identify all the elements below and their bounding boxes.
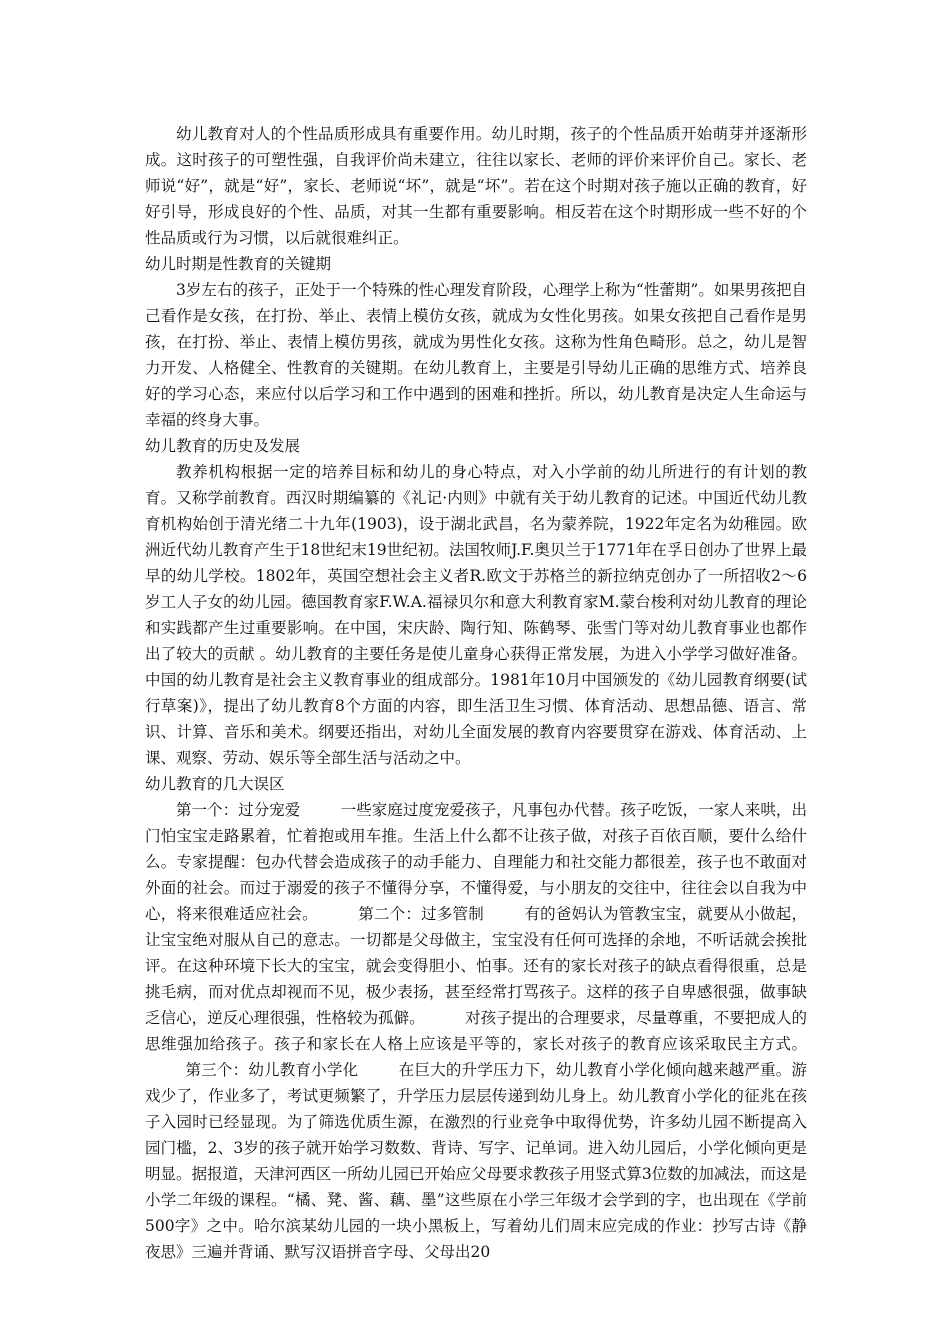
myth-2-title: 第二个：过多管制 [358, 905, 484, 923]
myth-1-title: 第一个：过分宠爱 [176, 801, 301, 819]
misconceptions-paragraph [145, 797, 807, 1265]
sex-education-paragraph: 3岁左右的孩子，正处于一个特殊的性心理发育阶段，心理学上称为“性蕾期”。如果男孩把自己看作是女孩，在打扮、举止、表情上模仿女孩，就成为女性化男孩。如果女孩把自己看作是男孩，在打扮、举止、表情上模仿男孩，就成为男性化女孩。这称为性角色畸形。总之，幼儿是智力开发、人格健全、性教育的关键期。在幼儿教育上，主要是引导幼儿正确的思维方式、培养良好的学习心态，来应付以后学习和工作中遇到的困难和挫折。所以，幼儿教育是决定人生命运与幸福的终身大事。 [145, 281, 807, 429]
document-page [145, 121, 807, 1265]
section-heading-history: 幼儿教育的历史及发展 [145, 437, 301, 455]
myth-3-title: 第三个：幼儿教育小学化 [185, 1061, 359, 1079]
section-heading-sex-education: 幼儿时期是性教育的关键期 [145, 255, 332, 273]
intro-paragraph: 幼儿教育对人的个性品质形成具有重要作用。幼儿时期，孩子的个性品质开始萌芽并逐渐形成。这时孩子的可塑性强，自我评价尚未建立，往往以家长、老师的评价来评价自己。家长、老师说“好”，就是“好”，家长、老师说“坏”，就是“坏”。若在这个时期对孩子施以正确的教育，好好引导，形成良好的个性、品质，对其一生都有重要影响。相反若在这个时期形成一些不好的个性品质或行为习惯，以后就很难纠正。 [145, 125, 807, 247]
history-paragraph: 教养机构根据一定的培养目标和幼儿的身心特点，对入小学前的幼儿所进行的有计划的教育。又称学前教育。西汉时期编纂的《礼记·内则》中就有关于幼儿教育的记述。中国近代幼儿教育机构始创于清光绪二十九年(1903)，设于湖北武昌，名为蒙养院，1922年定名为幼稚园。欧洲近代幼儿教育产生于18世纪末19世纪初。法国牧师J.F.奥贝兰于1771年在孚日创办了世界上最早的幼儿学校。1802年，英国空想社会主义者R.欧文于苏格兰的新拉纳克创办了一所招收2～6岁工人子女的幼儿园。德国教育家F.W.A.福禄贝尔和意大利教育家M.蒙台梭利对幼儿教育的理论和实践都产生过重要影响。在中国，宋庆龄、陶行知、陈鹤琴、张雪门等对幼儿教育事业也都作出了较大的贡献 。幼儿教育的主要任务是使儿童身心获得正常发展，为进入小学学习做好准备。中国的幼儿教育是社会主义教育事业的组成部分。1981年10月中国颁发的《幼儿园教育纲要(试行草案)》，提出了幼儿教育8个方面的内容，即生活卫生习惯、体育活动、思想品德、语言、常识、计算、音乐和美术。纲要还指出，对幼儿全面发展的教育内容要贯穿在游戏、体育活动、上课、观察、劳动、娱乐等全部生活与活动之中。 [145, 463, 807, 767]
section-heading-misconceptions: 幼儿教育的几大误区 [145, 775, 285, 793]
myth-3-body: 在巨大的升学压力下，幼儿教育小学化倾向越来越严重。游戏少了，作业多了，考试更频繁了，升学压力层层传递到幼儿身上。幼儿教育小学化的征兆在孩子入园时已经显现。为了筛选优质生源，在激烈的行业竞争中取得优势，许多幼儿园不断提高入园门槛，2、3岁的孩子就开始学习数数、背诗、写字、记单词。进入幼儿园后，小学化倾向更是明显。据报道，天津河西区一所幼儿园已开始应父母要求教孩子用竖式算3位数的加减法，而这是小学二年级的课程。“橘、凳、酱、藕、墨”这些原在小学三年级才会学到的字，也出现在《学前500字》之中。哈尔滨某幼儿园的一块小黑板上，写着幼儿们周末应完成的作业：抄写古诗《静夜思》三遍并背诵、默写汉语拼音字母、父母出20 [145, 1061, 807, 1261]
myth-2-body: 有的爸妈认为管教宝宝，就要从小做起，让宝宝绝对服从自己的意志。一切都是父母做主，宝宝没有任何可选择的余地，不听话就会挨批评。在这种环境下长大的宝宝，就会变得胆小、怕事。还有的家长对孩子的缺点看得很重，总是挑毛病，而对优点却视而不见，极少表扬，甚至经常打骂孩子。这样的孩子自卑感很强，做事缺乏信心，逆反心理很强，性格较为孤僻。 [145, 905, 807, 1027]
myth-1-body: 一些家庭过度宠爱孩子，凡事包办代替。孩子吃饭，一家人来哄，出门怕宝宝走路累着，忙着抱或用车推。生活上什么都不让孩子做，对孩子百依百顺，要什么给什么。专家提醒：包办代替会造成孩子的动手能力、自理能力和社交能力都很差，孩子也不敢面对外面的社会。而过于溺爱的孩子不懂得分享，不懂得爱，与小朋友的交往中，往往会以自我为中心，将来很难适应社会。 [145, 801, 807, 923]
myth-2-advice: 对孩子提出的合理要求，尽量尊重，不要把成人的思维强加给孩子。孩子和家长在人格上应该是平等的，家长对孩子的教育应该采取民主方式。 [145, 1009, 807, 1053]
